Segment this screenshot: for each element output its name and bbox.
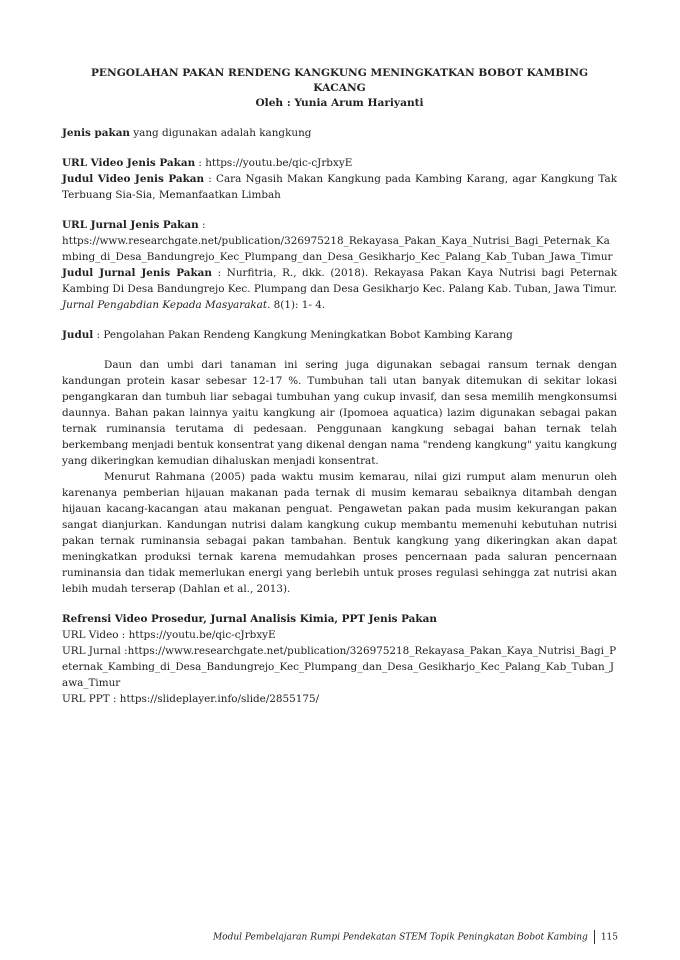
refrensi-jurnal-link[interactable]: URL Jurnal :https://www.researchgate.net/publication/326975218_Rekayasa_Pakan_Kaya_Nutrisi_Bagi_Peternak_Kambing_di_Desa_Bandungrejo_Kec_Plumpang_dan_Desa_Gesikharjo_Kec_Palang_Kab_Tuban_Jawa_Timur <box>62 645 617 689</box>
document-title <box>62 66 617 111</box>
footer-text: Modul Pembelajaran Rumpi Pendekatan STEM Topik Peningkatan Bobot Kambing <box>212 932 588 943</box>
jenis-pakan-section <box>62 125 617 141</box>
jurnal-section <box>62 217 617 313</box>
body-text <box>62 357 617 597</box>
title-line-2: KACANG <box>313 82 366 94</box>
judul-text: : Pengolahan Pakan Rendeng Kangkung Meningkatkan Bobot Kambing Karang <box>93 329 513 341</box>
judul-video-label: Judul Video Jenis Pakan <box>62 173 205 185</box>
page-footer <box>62 930 618 944</box>
judul-jurnal-citation: : Nurfitria, R., dkk. (2018). Rekayasa Pakan Kaya Nutrisi bagi Peternak Kambing Di Desa Bandungrejo Kec. Plumpang dan Desa Gesikharjo Kec. Palang Kab. Tuban, Jawa Timur. <box>62 267 617 295</box>
judul-jurnal-label: Judul Jurnal Jenis Pakan <box>62 267 212 279</box>
url-jurnal-colon: : <box>198 219 206 231</box>
refrensi-section <box>62 611 617 707</box>
jenis-pakan-label: Jenis pakan <box>62 127 130 139</box>
refrensi-video-link[interactable]: URL Video : https://youtu.be/qic-cJrbxyE <box>62 629 276 641</box>
url-video-label: URL Video Jenis Pakan <box>62 157 196 169</box>
page-number: 115 <box>600 932 618 943</box>
refrensi-ppt-link[interactable]: URL PPT : https://slideplayer.info/slide/2855175/ <box>62 693 320 705</box>
paragraph-2: Menurut Rahmana (2005) pada waktu musim kemarau, nilai gizi rumput alam menurun oleh karenanya pemberian hijauan makanan pada ternak di musim kemarau sebaiknya ditambah dengan hijauan kacang-kacangan atau makanan penguat. Pengawetan pakan pada musim kekurangan pakan sangat dianjurkan. Kandungan nutrisi dalam kangkung cukup membantu memenuhi kebutuhan nutrisi pakan ternak ruminansia sebagai pakan tambahan. Bentuk kangkung yang dikeringkan akan dapat meningkatkan produksi ternak karena memudahkan proses pencernaan pada saluran pencernaan ruminansia dan tidak memerlukan energi yang berlebih untuk proses regulasi sehingga zat nutrisi akan lebih mudah terserap (Dahlan et al., 2013). <box>62 471 617 595</box>
author-line: Oleh : Yunia Arum Hariyanti <box>255 97 424 109</box>
judul-video-text: : Cara Ngasih Makan Kangkung pada Kambing Karang, agar Kangkung Tak Terbuang Sia-Sia, Memanfaatkan Limbah <box>62 173 618 201</box>
url-video-link[interactable]: : https://youtu.be/qic-cJrbxyE <box>195 157 353 169</box>
footer-separator <box>594 930 595 944</box>
video-section <box>62 155 617 203</box>
judul-label: Judul <box>62 329 94 341</box>
url-jurnal-label: URL Jurnal Jenis Pakan <box>62 219 199 231</box>
journal-volume: . 8(1): 1- 4. <box>267 299 326 311</box>
document-page <box>62 66 617 707</box>
refrensi-heading: Refrensi Video Prosedur, Jurnal Analisis Kimia, PPT Jenis Pakan <box>62 613 437 625</box>
url-jurnal-link[interactable]: https://www.researchgate.net/publication/326975218_Rekayasa_Pakan_Kaya_Nutrisi_Bagi_Peternak_Kambing_di_Desa_Bandungrejo_Kec_Plumpang_dan_Desa_Gesikharjo_Kec_Palang_Kab_Tuban_Jawa_Timur <box>62 235 613 263</box>
paragraph-1: Daun dan umbi dari tanaman ini sering juga digunakan sebagai ransum ternak dengan kandungan protein kasar sebesar 12-17 %. Tumbuhan tali utan banyak ditemukan di sekitar lokasi pengangkaran dan tumbuh liar sebagai tumbuhan yang cukup invasif, dan sesa memilih mengkonsumsi daunnya. Bahan pakan lainnya yaitu kangkung air (Ipomoea aquatica) lazim digunakan sebagai pakan ternak ruminansia terutama di pedesaan. Penggunaan kangkung sebagai bahan ternak telah berkembang menjadi bentuk konsentrat yang dikenal dengan nama "rendeng kangkung" yaitu kangkung yang dikeringkan kemudian dihaluskan menjadi konsentrat. <box>62 359 617 467</box>
judul-section <box>62 327 617 343</box>
journal-name: Jurnal Pengabdian Kepada Masyarakat <box>62 299 268 311</box>
jenis-pakan-text: yang digunakan adalah kangkung <box>129 127 312 139</box>
title-line-1: PENGOLAHAN PAKAN RENDENG KANGKUNG MENINGKATKAN BOBOT KAMBING <box>90 67 589 79</box>
